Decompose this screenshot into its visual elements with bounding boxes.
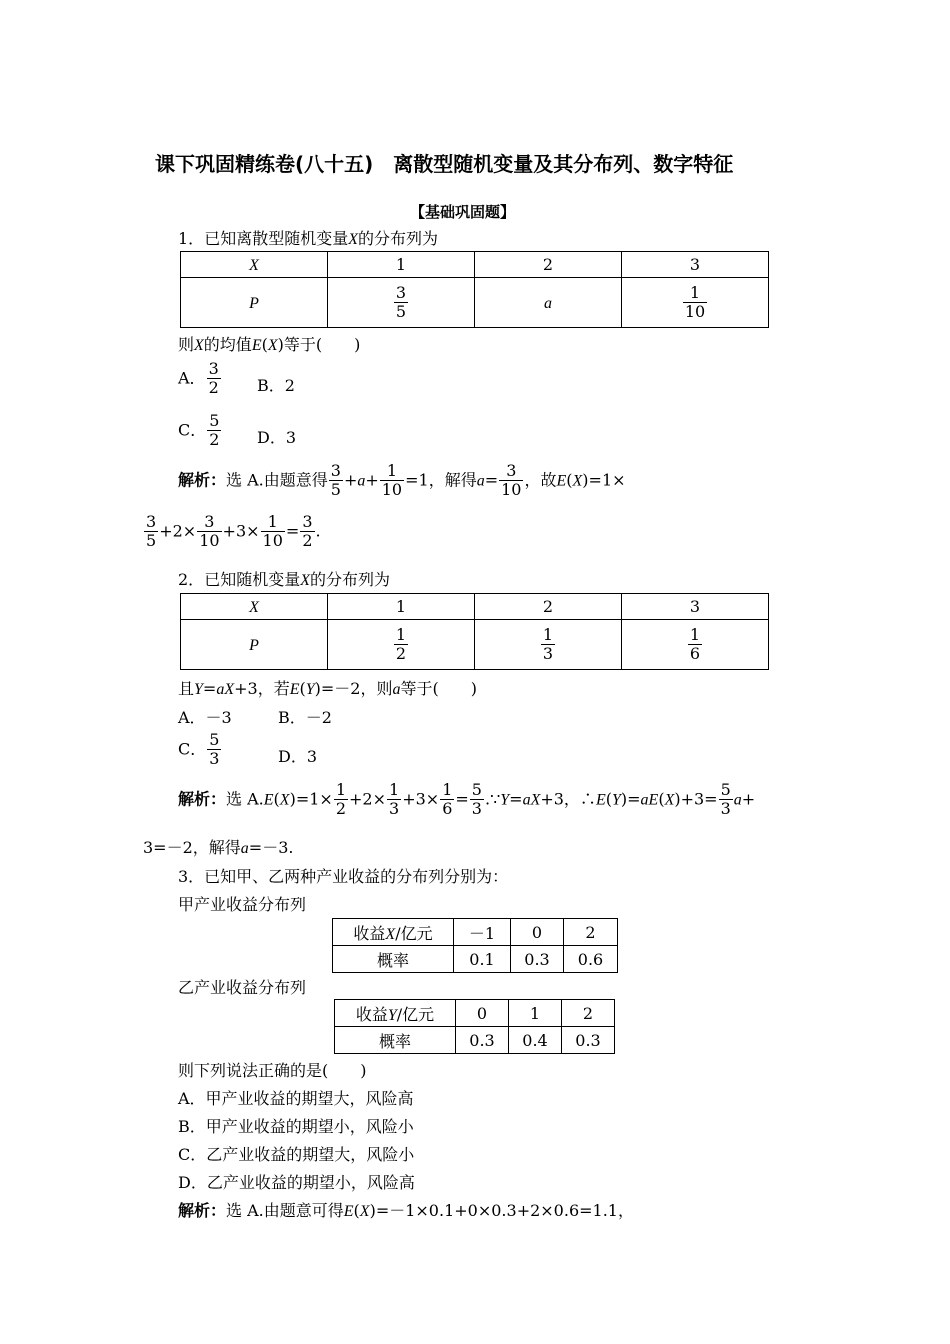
- q3-yi-value-1: 0: [456, 1000, 509, 1027]
- q2-number: 2．: [178, 570, 205, 589]
- q3-yi-probs-row: [335, 1027, 615, 1054]
- q3-option-c: C．乙产业收益的期望大，风险小: [178, 1145, 415, 1164]
- q1-stem-text: 已知离散型随机变量: [204, 229, 349, 248]
- q1-distribution-table: [180, 251, 769, 328]
- q3-option-d: D．乙产业收益的期望小，风险高: [178, 1173, 415, 1192]
- q2-table-row-label: P: [181, 620, 328, 670]
- q2-table-p2: $\frac{1}{3}$: [475, 620, 622, 670]
- q3-yi-table: [334, 999, 615, 1054]
- q3-jia-probs-row: [333, 946, 618, 973]
- q3-yi-prob-1: 0.3: [456, 1027, 509, 1054]
- q3-yi-value-2: 1: [509, 1000, 562, 1027]
- q3-yi-header: 收益Y/亿元: [335, 1000, 456, 1027]
- q2-table-prob-row: [181, 620, 769, 670]
- q2-stem-text: 已知随机变量: [204, 570, 301, 589]
- q2-table-header-row: [181, 594, 769, 620]
- q1-stem-var: X: [348, 231, 358, 248]
- q1-table-header-row: [181, 252, 769, 278]
- q1-solution-label: 解析：: [178, 470, 227, 490]
- q2-table-header-1: 1: [328, 594, 475, 620]
- q1-table-header-3: 3: [622, 252, 769, 278]
- q1-question: 则X的均值E(X)等于( ): [178, 335, 361, 354]
- q3-yi-prob-2: 0.4: [509, 1027, 562, 1054]
- q2-table-header-3: 3: [622, 594, 769, 620]
- q2-option-a: A．－3: [178, 708, 232, 727]
- q1-number: 1．: [178, 229, 205, 248]
- q3-yi-value-3: 2: [562, 1000, 615, 1027]
- q3-jia-values-row: [333, 919, 618, 946]
- q1-stem: [178, 226, 438, 249]
- q2-stem-tail: 的分布列为: [309, 570, 390, 589]
- q3-option-a: A．甲产业收益的期望大，风险高: [178, 1089, 414, 1108]
- q3-jia-prob-2: 0.3: [511, 946, 564, 973]
- q3-solution-label: 解析：: [178, 1201, 227, 1220]
- section-heading: 【基础巩固题】: [410, 203, 516, 221]
- q3-solution: 解析：选 A.由题意可得E(X)=－1×0.1+0×0.3+2×0.6=1.1，: [178, 1201, 634, 1220]
- q2-stem: [178, 567, 390, 590]
- q2-table-p3: $\frac{1}{6}$: [622, 620, 769, 670]
- q3-stem: 3．已知甲、乙两种产业收益的分布列分别为：: [178, 867, 509, 886]
- q3-jia-prob-1: 0.1: [454, 946, 511, 973]
- q3-yi-prob-3: 0.3: [562, 1027, 615, 1054]
- q1-table-header-x: X: [181, 252, 328, 278]
- q1-table-p3: $\frac{1}{10}$: [622, 278, 769, 328]
- q1-table-p2: a: [475, 278, 622, 328]
- q2-solution-label: 解析：: [178, 789, 227, 809]
- q3-jia-prob-3: 0.6: [564, 946, 618, 973]
- q1-option-a: A． $\frac{3}{2}$: [178, 359, 219, 398]
- q1-solution-line1: 解析：选 A.由题意得 $\frac{3}{5}$ +a+ $\frac{1}{10}$ =1，解得a= $\frac{3}{10}$ ，故E(X)=1×: [178, 461, 626, 500]
- q2-option-c: C． $\frac{5}{3}$: [178, 730, 220, 769]
- q1-solution-line2: $\frac{3}{5}$ +2× $\frac{3}{10}$ +3× $\frac{1}{10}$ = $\frac{3}{2}$ .: [146, 512, 321, 551]
- q2-table-p1: $\frac{1}{2}$: [328, 620, 475, 670]
- q2-option-d: D．3: [278, 747, 318, 766]
- q1-table-row-label: P: [181, 278, 328, 328]
- q1-stem-tail: 的分布列为: [357, 229, 438, 248]
- q3-yi-caption: 乙产业收益分布列: [178, 978, 307, 997]
- q3-yi-row-label: 概率: [335, 1027, 456, 1054]
- q3-jia-row-label: 概率: [333, 946, 454, 973]
- q1-table-header-1: 1: [328, 252, 475, 278]
- q2-table-header-2: 2: [475, 594, 622, 620]
- q1-option-c: C． $\frac{5}{2}$: [178, 411, 220, 450]
- q3-jia-caption: 甲产业收益分布列: [178, 895, 307, 914]
- q1-option-d: D．3: [257, 428, 297, 447]
- q2-solution-line2: 3=－2，解得a=－3.: [143, 838, 294, 857]
- q3-yi-values-row: [335, 1000, 615, 1027]
- q1-table-p1: $\frac{3}{5}$: [328, 278, 475, 328]
- q3-jia-header: 收益X/亿元: [333, 919, 454, 946]
- q2-stem-var: X: [300, 572, 310, 589]
- q2-table-header-x: X: [181, 594, 328, 620]
- q2-question: 且Y=aX+3，若E(Y)=－2，则a等于( ): [178, 679, 477, 698]
- q2-option-b: B．－2: [278, 708, 332, 727]
- page-title: 课下巩固精练卷(八十五) 离散型随机变量及其分布列、数字特征: [155, 152, 734, 176]
- q3-jia-value-3: 2: [564, 919, 618, 946]
- q3-jia-value-2: 0: [511, 919, 564, 946]
- q3-question: 则下列说法正确的是( ): [178, 1061, 367, 1080]
- q3-option-b: B．甲产业收益的期望小，风险小: [178, 1117, 414, 1136]
- q2-solution-line1: 解析：选 A.E(X)=1× $\frac{1}{2}$ +2× $\frac{1}{3}$ +3× $\frac{1}{6}$ = $\frac{5}{3}$ .∵Y=aX+3，∴E(Y)=aE(X)+3= $\frac{5}{3}$ a+: [178, 780, 756, 819]
- q2-distribution-table: [180, 593, 769, 670]
- q1-table-header-2: 2: [475, 252, 622, 278]
- q1-table-prob-row: [181, 278, 769, 328]
- q1-option-b: B．2: [257, 376, 295, 395]
- q3-jia-value-1: －1: [454, 919, 511, 946]
- q3-jia-table: [332, 918, 618, 973]
